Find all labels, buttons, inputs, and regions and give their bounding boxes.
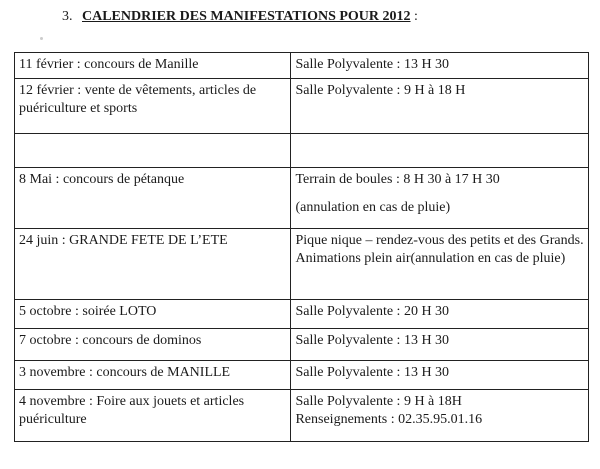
event-text: 3 novembre : concours de MANILLE [19,365,231,380]
table-row [15,168,589,229]
details-cell [291,168,589,229]
event-text: 11 février : concours de Manille [19,57,199,72]
details-cell [291,390,589,442]
details-contact: Renseignements : 02.35.95.01.16 [295,412,483,427]
details-cell [291,300,589,329]
section-number: 3. [62,9,73,24]
details-text: Pique nique – rendez-vous des petits et des Grands. Animations plein air(annulation en cas de pluie) [295,233,584,266]
details-text: Salle Polyvalente : 9 H à 18 H [295,83,466,98]
details-cell [291,53,589,79]
event-cell [15,300,291,329]
event-cell [15,329,291,361]
event-text: 12 février : vente de vêtements, articles de puériculture et sports [19,83,257,116]
table-row [15,361,589,390]
table-row [15,390,589,442]
section-heading [62,9,418,25]
event-cell [15,53,291,79]
event-cell [15,79,291,134]
details-text: Salle Polyvalente : 9 H à 18H [295,394,462,409]
details-text: Salle Polyvalente : 13 H 30 [295,57,450,72]
details-cell [291,79,589,134]
events-table [14,52,589,442]
table-row [15,300,589,329]
details-text: Salle Polyvalente : 13 H 30 [295,333,450,348]
event-text: 7 octobre : concours de dominos [19,333,202,348]
details-text: Salle Polyvalente : 20 H 30 [295,304,450,319]
details-cell [291,229,589,300]
event-cell [15,390,291,442]
section-title: CALENDRIER DES MANIFESTATIONS POUR 2012 [82,9,411,24]
section-title-suffix: : [410,9,418,24]
paper-speck [40,37,43,40]
table-row [15,53,589,79]
details-note: (annulation en cas de pluie) [295,200,451,215]
details-cell [291,134,589,168]
event-text: 24 juin : GRANDE FETE DE L’ETE [19,233,228,248]
details-text: Terrain de boules : 8 H 30 à 17 H 30 [295,172,500,187]
table-row-empty [15,134,589,168]
event-cell [15,229,291,300]
event-cell [15,134,291,168]
event-text: 4 novembre : Foire aux jouets et articles puériculture [19,394,245,427]
table-row [15,329,589,361]
details-text: Salle Polyvalente : 13 H 30 [295,365,450,380]
table-row [15,229,589,300]
table-row [15,79,589,134]
details-cell [291,329,589,361]
details-cell [291,361,589,390]
event-cell [15,168,291,229]
event-text: 5 octobre : soirée LOTO [19,304,157,319]
event-cell [15,361,291,390]
event-text: 8 Mai : concours de pétanque [19,172,185,187]
